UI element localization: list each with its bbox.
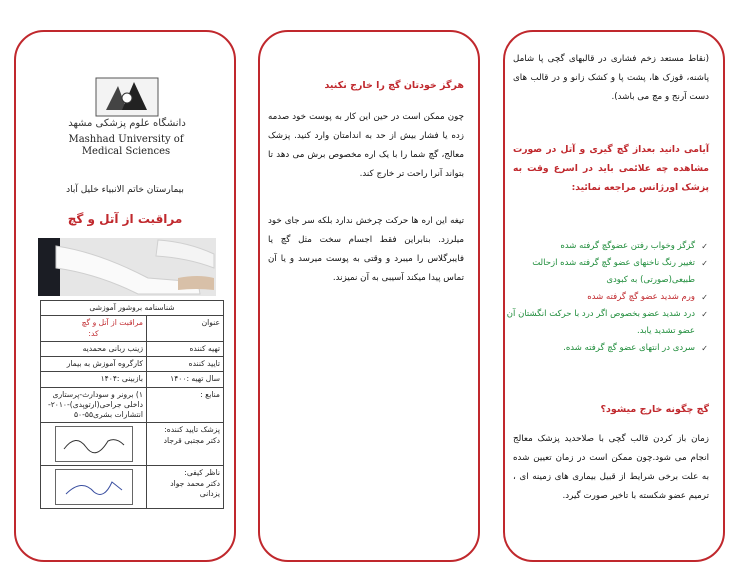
code-label: کد: bbox=[88, 328, 99, 338]
list-item: ✓ ورم شدید عضو گچ گرفته شده bbox=[497, 289, 695, 306]
supervisor-signature bbox=[55, 469, 133, 505]
removal-text: زمان باز کردن قالب گچی با صلاحدید پزشک معالج انجام می شود.چون ممکن است در زمان تعیین شده به علت برخی شرایط از قبیل بیماری های زمینه ای ، ترمیم عضو شکسته با تاخیر صورت گیرد. bbox=[513, 434, 709, 501]
removal-warning-para1: چون ممکن است در حین این کار به پوست خود صدمه زده یا فشار بیش از حد به اندامتان وارد کنید. پزشک معالج، گچ شما را با یک اره مخصوص برش می دهد تا بتواند آنرا راحت تر خارج کند. bbox=[268, 112, 464, 179]
pressure-points-text: (نقاط مستعد زخم فشاری در قالبهای گچی پا شامل پاشنه، قوزک ها، پشت پا و کشک زانو و در قالب های دست آرنج و مچ می باشد). bbox=[513, 54, 709, 102]
warning-signs-panel bbox=[503, 30, 725, 562]
removal-heading: گچ چگونه خارج میشود؟ bbox=[600, 404, 709, 415]
brochure-title: مراقبت از آتل و گچ bbox=[67, 212, 183, 226]
id-table-caption: شناسنامه بروشور آموزشی bbox=[41, 301, 224, 316]
supervisor-cell bbox=[147, 466, 224, 509]
title-value: مراقبت از آتل و گچ bbox=[81, 318, 143, 328]
approver-value: کارگروه آموزش به بیمار bbox=[41, 357, 147, 372]
title-label: عنوان bbox=[147, 316, 224, 342]
list-item: ✓ سردی در انتهای عضو گچ گرفته شده. bbox=[497, 340, 695, 357]
hospital-name: بیمارستان خاتم الانبیاء خلیل آباد bbox=[66, 185, 184, 195]
doctor-signature-cell bbox=[41, 423, 147, 466]
logo-script: دانشگاه علوم پزشکی مشهد bbox=[68, 118, 186, 129]
university-logo bbox=[26, 76, 226, 166]
warning-signs-list bbox=[497, 238, 709, 357]
cast-photo bbox=[38, 238, 216, 296]
supervisor-signature-cell bbox=[41, 466, 147, 509]
author-label: تهیه کننده bbox=[147, 341, 224, 356]
approver-label: تایید کننده bbox=[147, 357, 224, 372]
removal-warning-heading: هرگز خودتان گچ را خارج نکنید bbox=[324, 80, 464, 91]
doctor-cell bbox=[147, 423, 224, 466]
list-item: ✓ درد شدید عضو بخصوص اگر درد با حرکت انگشتان آن عضو تشدید یابد. bbox=[497, 306, 695, 340]
removal-warning-panel bbox=[258, 30, 480, 562]
doctor-name: دکتر مجتبی قرجاد bbox=[163, 435, 220, 445]
title-cell bbox=[41, 316, 147, 342]
id-table bbox=[40, 300, 224, 509]
supervisor-name: دکتر محمد جواد یزدانی bbox=[170, 478, 220, 498]
doctor-signature bbox=[55, 426, 133, 462]
review-year: بازبینی :۱۴۰۴ bbox=[41, 372, 147, 387]
supervisor-label: ناظر کیفی: bbox=[184, 468, 220, 478]
doctor-label: پزشک تایید کننده: bbox=[164, 425, 220, 435]
list-item: ✓ تغییر رنگ ناخنهای عضو گچ گرفته شده ازحالت طبیعی(صورتی) به کبودی bbox=[497, 255, 695, 289]
warning-heading: آیامی دانید بعداز گچ گیری و آتل در صورت مشاهده چه علائمی باید در اسرع وقت به پزشک اورژانس مراجعه نمائید: bbox=[513, 144, 709, 193]
logo-en-line1: Mashhad University of bbox=[68, 134, 184, 145]
logo-en-line2: Medical Sciences bbox=[81, 146, 171, 157]
sources-label: منابع : bbox=[147, 387, 224, 423]
sources-value: ۱) برونر و سودارث-پرستاری داخلی جراحی(ارتوپدی)-۲۰۱۰- انتشارات بشری۵۵-۵۰ bbox=[41, 387, 147, 423]
list-item: ✓ گزگز وخواب رفتن عضوگچ گرفته شده bbox=[497, 238, 695, 255]
prep-year: سال تهیه :۱۴۰۰ bbox=[147, 372, 224, 387]
removal-warning-para2: تیغه این اره ها حرکت چرخش ندارد بلکه سر جای خود میلرزد. بنابراین فقط اجسام سخت مثل گچ یا فایبرگلاس را میبرد و وقتی به پوست میرسد و یا آن تماس پیدا میکند آسیبی به آن نمیزند. bbox=[268, 216, 464, 283]
author-value: زینب ربانی محمدیه bbox=[41, 341, 147, 356]
cover-panel bbox=[14, 30, 236, 562]
